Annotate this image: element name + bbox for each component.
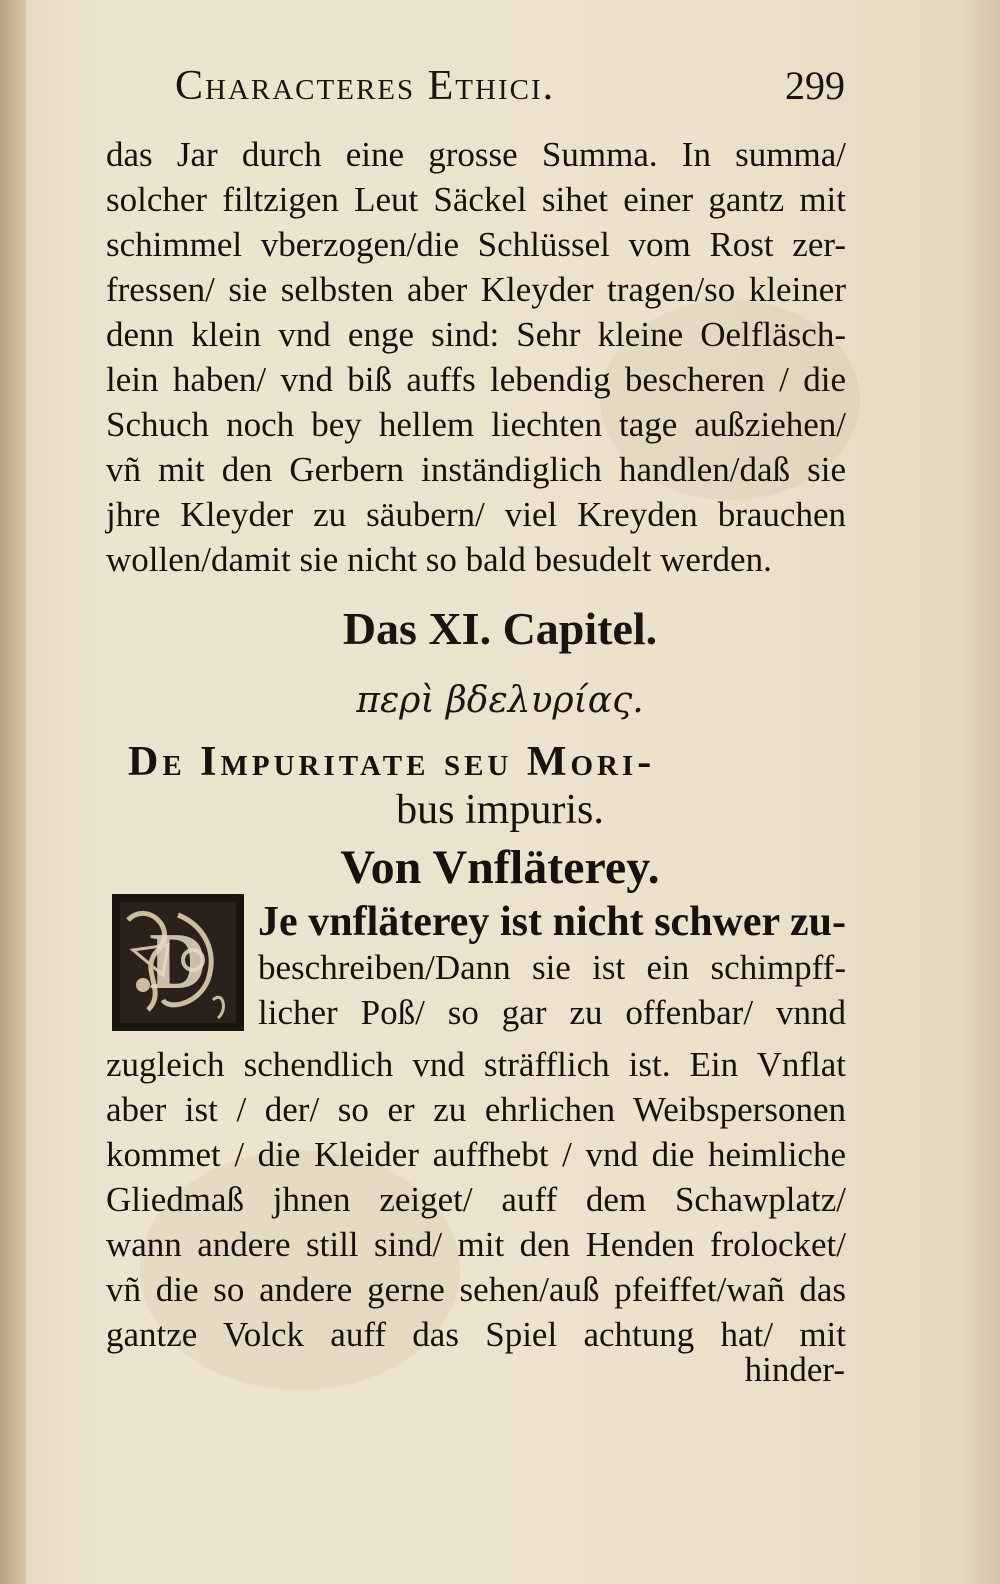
text-line: Je vnfläterey ist nicht schwer zu- [258,899,846,945]
text-line: kommet / die Kleider auffhebt / vnd die heimliche [106,1135,846,1174]
greek-subtitle: περὶ βδελυρίας. [356,680,644,721]
text-line: vñ die so andere gerne sehen/auß pfeiffet/wañ das [106,1270,846,1309]
text-line: wann andere still sind/ mit den Henden frolocket/ [106,1225,846,1264]
text-line: fressen/ sie selbsten aber Kleyder tragen/so kleiner [106,270,846,309]
text-line: zugleich schendlich vnd sträfflich ist. Ein Vnflat [106,1045,846,1084]
latin-title-line-2: bus impuris. [396,787,604,833]
text-line: Gliedmaß jhnen zeiget/ auff dem Schawplatz/ [106,1180,846,1219]
text-line: jhre Kleyder zu säubern/ viel Kreyden brauchen [106,495,846,534]
initial-letter: D [149,918,207,1006]
text-line: denn klein vnd enge sind: Sehr kleine Oelfläsch- [106,315,846,354]
text-line: wollen/damit sie nicht so bald besudelt werden. [106,540,772,579]
text-line: lein haben/ vnd biß auffs lebendig bescheren / die [106,360,846,399]
text-line: schimmel vberzogen/die Schlüssel vom Rost zer- [106,225,846,264]
text-line: das Jar durch eine grosse Summa. In summa/ [106,135,846,174]
german-title: Von Vnfläterey. [340,841,660,894]
running-title: Characteres Ethici. [175,63,556,109]
chapter-heading: Das XI. Capitel. [342,603,658,654]
running-header [175,62,845,122]
paragraph-indented [258,900,846,1035]
text-line: gantze Volck auff das Spiel achtung hat/ mit [106,1315,846,1354]
decorated-initial-icon [108,890,248,1035]
catchword: hinder- [744,1350,845,1389]
text-line: Schuch noch bey hellem liechten tage außziehen/ [106,405,846,444]
text-line: beschreiben/Dann sie ist ein schimpff- [258,948,846,987]
text-line: licher Poß/ so gar zu offenbar/ vnnd [258,993,846,1032]
text-line: solcher filtzigen Leut Säckel sihet einer gantz mit [106,180,846,219]
paragraph-body [106,1042,846,1357]
paragraph-continued [106,132,846,582]
text-line: vñ mit den Gerbern inständiglich handlen/daß sie [106,450,846,489]
page-number: 299 [785,63,845,108]
text-line: aber ist / der/ so er zu ehrlichen Weibspersonen [106,1090,846,1129]
latin-title-line-1: De Impuritate seu Mori- [128,739,656,785]
